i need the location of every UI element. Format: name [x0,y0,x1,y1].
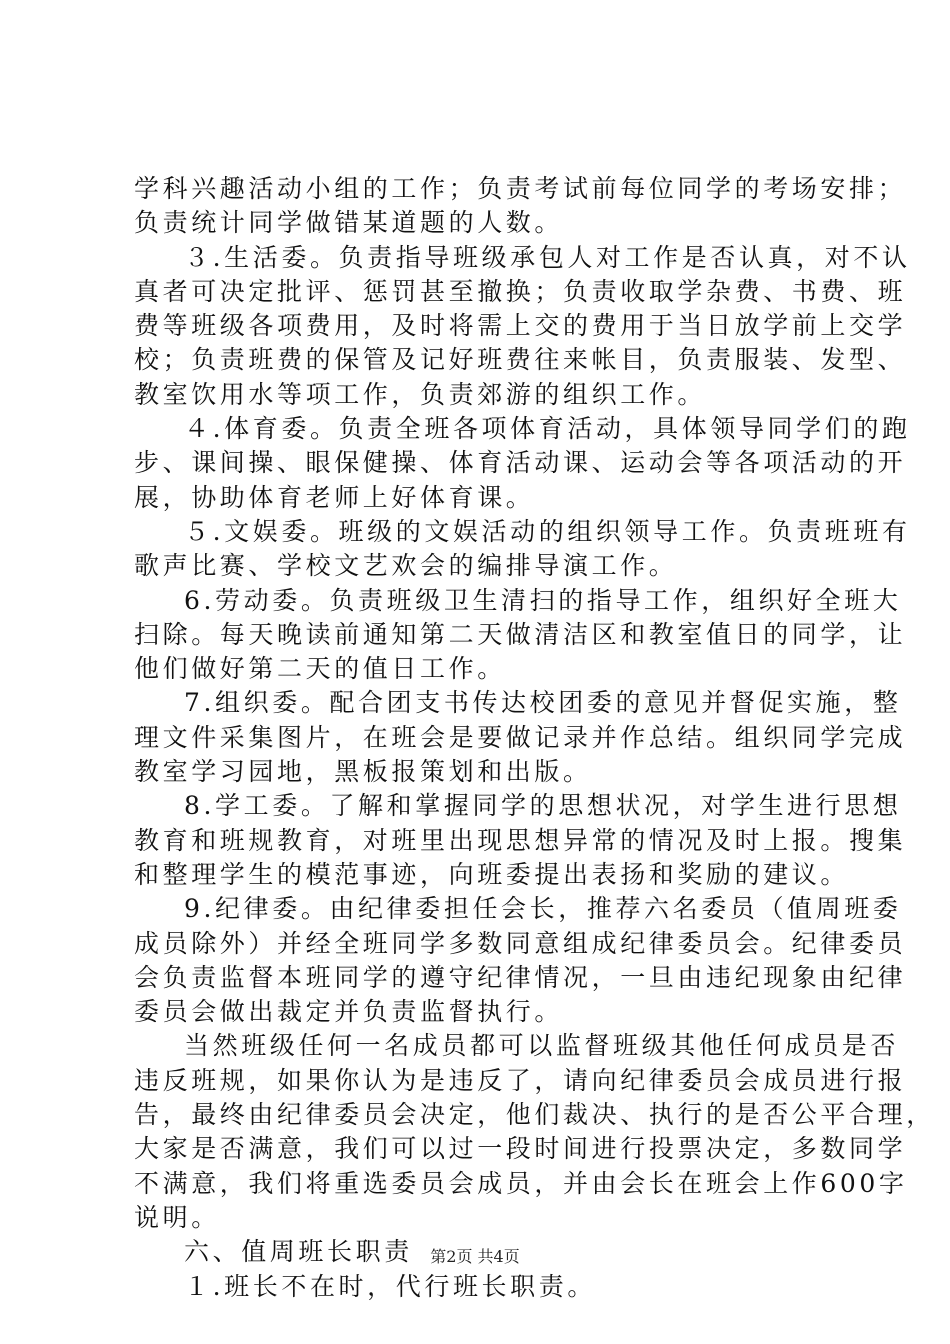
text-line: 告，最终由纪律委员会决定，他们裁决、执行的是否公平合理， [134,1100,935,1130]
text-line: 和整理学生的模范事迹，向班委提出表扬和奖励的建议。 [134,859,850,889]
section-heading: 六、值周班长职责 [184,1237,413,1267]
text-line: 成员除外）并经全班同学多数同意组成纪律委员会。纪律委员 [134,928,907,958]
text-line: 展，协助体育老师上好体育课。 [134,482,535,512]
text-line: 费等班级各项费用，及时将需上交的费用于当日放学前上交学 [134,311,907,341]
paragraph-6-start: 6.劳动委。负责班级卫生清扫的指导工作，组织好全班大 [184,585,902,615]
text-line: 委员会做出裁定并负责监督执行。 [134,997,564,1027]
text-line: 校；负责班费的保管及记好班费往来帐目，负责服装、发型、 [134,345,907,375]
text-line: 大家是否满意，我们可以过一段时间进行投票决定，多数同学 [134,1134,907,1164]
paragraph-7-start: 7.组织委。配合团支书传达校团委的意见并督促实施，整 [184,688,902,718]
list-item: １.班长不在时，代行班长职责。 [184,1271,596,1301]
paragraph-conclusion-start: 当然班级任何一名成员都可以监督班级其他任何成员是否 [184,1031,900,1061]
text-line: 他们做好第二天的值日工作。 [134,654,506,684]
text-line: 说明。 [134,1202,220,1232]
text-line: 教育和班规教育，对班里出现思想异常的情况及时上报。搜集 [134,825,907,855]
text-line: 真者可决定批评、惩罚甚至撤换；负责收取学杂费、书费、班 [134,276,907,306]
text-line: 违反班规，如果你认为是违反了，请向纪律委员会成员进行报 [134,1065,907,1095]
text-line: 扫除。每天晚读前通知第二天做清洁区和教室值日的同学，让 [134,619,907,649]
text-line: 负责统计同学做错某道题的人数。 [134,208,564,238]
paragraph-3-start: ３.生活委。负责指导班级承包人对工作是否认真，对不认 [184,242,911,272]
text-line: 教室学习园地，黑板报策划和出版。 [134,757,592,787]
text-line: 理文件采集图片，在班会是要做记录并作总结。组织同学完成 [134,722,907,752]
text-line: 会负责监督本班同学的遵守纪律情况，一旦由违纪现象由纪律 [134,962,907,992]
text-line: 歌声比赛、学校文艺欢会的编排导演工作。 [134,551,678,581]
paragraph-4-start: ４.体育委。负责全班各项体育活动，具体领导同学们的跑 [184,414,911,444]
paragraph-8-start: 8.学工委。了解和掌握同学的思想状况，对学生进行思想 [184,791,902,821]
paragraph-9-start: 9.纪律委。由纪律委担任会长，推荐六名委员（值周班委 [184,894,902,924]
page-number-footer: 第2页 共4页 [430,1247,520,1266]
text-line: 学科兴趣活动小组的工作；负责考试前每位同学的考场安排； [134,174,907,203]
text-line: 不满意，我们将重选委员会成员，并由会长在班会上作600字 [134,1168,908,1198]
paragraph-5-start: ５.文娱委。班级的文娱活动的组织领导工作。负责班班有 [184,516,911,546]
text-line: 步、课间操、眼保健操、体育活动课、运动会等各项活动的开 [134,448,907,478]
document-body [134,172,935,1304]
text-line: 教室饮用水等项工作，负责郊游的组织工作。 [134,379,707,409]
